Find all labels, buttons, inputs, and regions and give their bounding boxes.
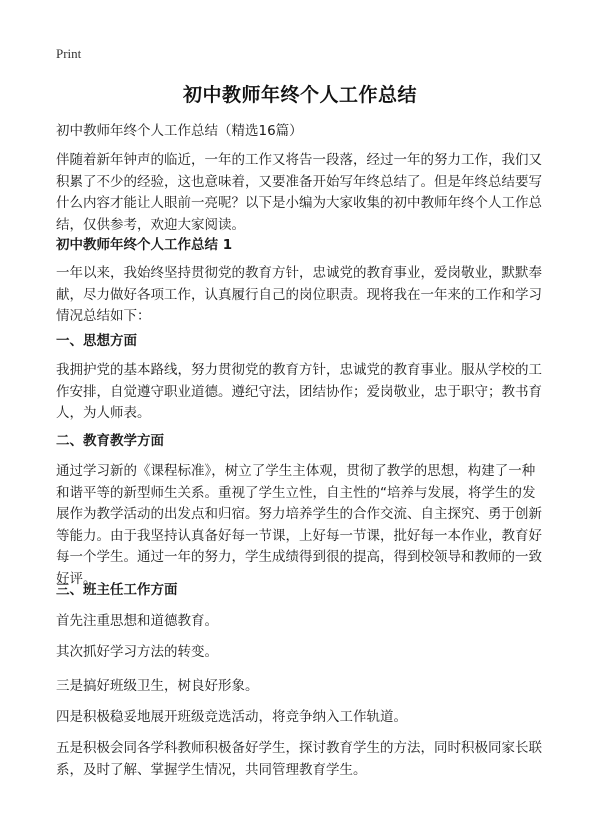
teaching-paragraph: 通过学习新的《课程标准》，树立了学生主体观，贯彻了教学的思想，构建了一种和谐平等的新型师生关系。重视了学生立性，自主性的“培养与发展，将学生的发展作为教学活动的出发点和归宿。努力培养学生的合作交流、自主探究、勇于创新等能力。由于我坚持认真备好每一节课，上好每一节课，批好每一本作业，教育好每一个学生。通过一年的努力，学生成绩得到很的提高，得到校领导和教师的一致好评。 bbox=[56, 463, 542, 587]
thought-paragraph: 我拥护党的基本路线，努力贯彻党的教育方针，忠诚党的教育事业。服从学校的工作安排，自觉遵守职业道德。遵纪守法，团结协作；爱岗敬业，忠于职守；教书育人，为人师表。 bbox=[56, 362, 542, 421]
subtitle: 初中教师年终个人工作总结（精选16篇） bbox=[56, 123, 303, 139]
section-intro-paragraph: 一年以来，我始终坚持贯彻党的教育方针，忠诚党的教育事业，爱岗敬业，默默奉献，尽力做好各项工作，认真履行自己的岗位职责。现将我在一年来的工作和学习情况总结如下： bbox=[56, 265, 542, 324]
class-item-2: 其次抓好学习方法的转变。 bbox=[56, 644, 218, 660]
subheading-thought: 一、思想方面 bbox=[56, 333, 137, 349]
class-item-3: 三是搞好班级卫生，树良好形象。 bbox=[56, 678, 259, 694]
page-title: 初中教师年终个人工作总结 bbox=[182, 84, 417, 106]
class-item-5: 五是积极会同各学科教师积极备好学生，探讨教育学生的方法，同时积极同家长联系，及时了解、掌握学生情况，共同管理教育学生。 bbox=[56, 740, 542, 778]
print-link[interactable]: Print bbox=[56, 46, 82, 61]
subheading-teaching: 二、教育教学方面 bbox=[56, 433, 164, 449]
intro-paragraph: 伴随着新年钟声的临近，一年的工作又将告一段落，经过一年的努力工作，我们又积累了不少的经验，这也意味着，又要准备开始写年终总结了。但是年终总结要写什么内容才能让人眼前一亮呢？以下是小编为大家收集的初中教师年终个人工作总结，仅供参考，欢迎大家阅读。 bbox=[56, 152, 542, 233]
section-heading: 初中教师年终个人工作总结 1 bbox=[56, 237, 233, 253]
class-item-1: 首先注重思想和道德教育。 bbox=[56, 613, 218, 629]
subheading-class-teacher: 三、班主任工作方面 bbox=[56, 582, 178, 598]
class-item-4: 四是积极稳妥地展开班级竞选活动，将竞争纳入工作轨道。 bbox=[56, 709, 407, 725]
